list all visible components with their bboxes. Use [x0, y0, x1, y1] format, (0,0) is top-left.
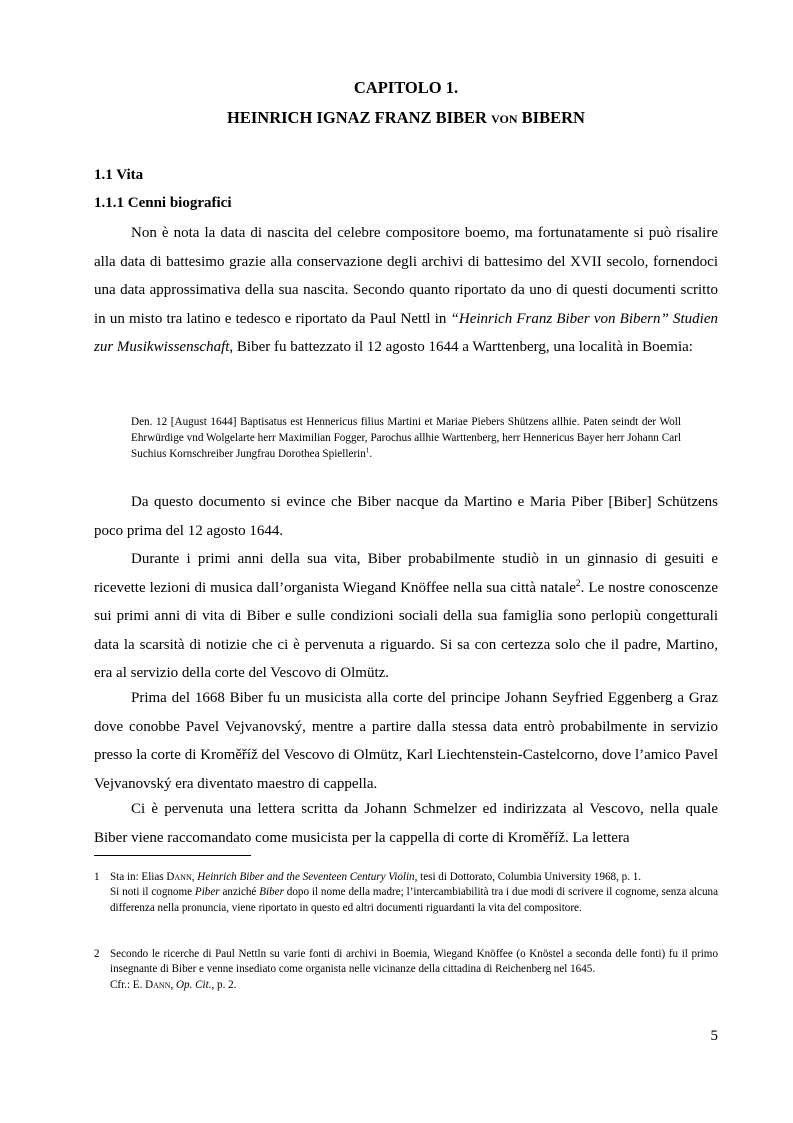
quote-end: .	[369, 448, 373, 461]
footnote-ref-2[interactable]: 2	[575, 578, 581, 589]
chapter-title	[94, 108, 718, 128]
footnote-1-line-1	[110, 870, 718, 885]
fn1-author: Dann	[166, 871, 192, 883]
p1-text-b: , Biber fu battezzato il 12 agosto 1644 a Warttenberg, una località in Boemia:	[229, 339, 693, 355]
fn1-biber: Biber	[259, 886, 284, 899]
paragraph-2: Da questo documento si evince che Biber nacque da Martino e Maria Piber [Biber] Schützens poco prima del 12 agosto 1644.	[94, 494, 718, 539]
footnote-separator	[94, 855, 251, 856]
block-quote	[131, 414, 681, 463]
chapter-title-main: HEINRICH IGNAZ FRANZ BIBER	[227, 108, 492, 127]
fn1-title: Heinrich Biber and the Seventeen Century Violin,	[197, 871, 418, 883]
paragraph-1	[94, 219, 718, 362]
footnote-2	[94, 947, 718, 993]
footnote-2-line-2	[110, 978, 718, 993]
quote-text: Den. 12 [August 1644] Baptisatus est Hennericus filius Martini et Mariae Piebers Shützens allhie. Paten seindt der Woll Ehrwürdige vnd Wolgelarte herr Maximilian Fogger, Parochus allhie Warttenberg, herr Hennericus Bayer herr Johann Carl Suchius Kornschreiber Jungfrau Dorothea Spiellerin	[131, 416, 681, 461]
fn1-text-a: Sta in: Elias	[110, 871, 167, 883]
fn1-piber: Piber	[194, 886, 220, 899]
page-number: 5	[710, 1028, 718, 1044]
fn2-comma: ,	[170, 978, 177, 991]
chapter-title-von: von	[491, 108, 518, 127]
fn1-text-e: anziché	[219, 886, 260, 899]
paragraph-3	[94, 545, 718, 688]
fn1-comma: ,	[191, 871, 198, 883]
footnote-ref-1[interactable]: 1	[365, 446, 370, 455]
paragraph-4: Prima del 1668 Biber fu un musicista alla corte del principe Johann Seyfried Eggenberg a Graz dove conobbe Pavel Vejvanovský, mentre a partire dalla stessa data entrò probabilmente in servizio presso la corte di Kroměříž del Vescovo di Olmütz, Karl Liechtenstein-Castelcorno, dove l’amico Pavel Vejvanovský era diventato maestro di cappella.	[94, 690, 718, 792]
p1-text-a: Non è nota la data di nascita del celebre compositore boemo, ma fortunatamente si può risalire alla data di battesimo grazie alla conservazione degli archivi di battesimo del XVII secolo, fornendoci una data approssimativa della sua nascita. Secondo quanto riportato da uno di questi documenti scritto in un misto tra latino e tedesco e riportato da Paul Nettl in	[94, 225, 718, 327]
fn2-text-b: Cfr.: E.	[110, 978, 146, 991]
footnote-1-line-2	[110, 885, 718, 916]
fn2-author: Dann	[145, 978, 171, 991]
subsection-heading: 1.1.1 Cenni biografici	[94, 195, 232, 211]
p3-text-a: Durante i primi anni della sua vita, Biber probabilmente studiò in un ginnasio di gesuiti e ricevette lezioni di musica dall’organista Wiegand Knöffee nella sua città natale	[94, 551, 718, 596]
chapter-label: CAPITOLO 1.	[353, 78, 459, 97]
fn1-text-d: Si noti il cognome	[110, 886, 195, 899]
fn2-opcit: Op. Cit.	[176, 978, 212, 991]
footnote-2-line-1: Secondo le ricerche di Paul Nettln su varie fonti di archivi in Boemia, Wiegand Knöffee (o Knöstel a seconda delle fonti) fu il primo insegnante di Biber e venne insediato come organista nelle vicinanze della cittadina di Reichenberg nel 1645.	[110, 948, 718, 976]
chapter-title-end: BIBERN	[517, 108, 585, 127]
footnote-2-number: 2	[94, 948, 100, 960]
footnote-1-number: 1	[94, 871, 100, 883]
footnote-1	[94, 870, 718, 916]
p1-citation: “Heinrich Franz Biber von Bibern” Studien zur Musikwissenschaft	[94, 310, 718, 355]
fn2-text-d: , p. 2.	[211, 978, 237, 991]
p3-text-b: . Le nostre conoscenze sui primi anni di vita di Biber e sulle condizioni sociali della sua famiglia sono perlopiù congetturali data la scarsità di notizie che ci è pervenuta a riguardo. Si sa con certezza solo che il padre, Martino, era al servizio della corte del Vescovo di Olmütz.	[94, 579, 718, 681]
fn1-text-f: dopo il nome della madre; l’intercambiabilità tra i due modi di scrivere il cognome, senza alcuna differenza nella pronuncia, viene riportato in questo ed altri documenti riguardanti la vita del compositore.	[110, 886, 719, 914]
fn1-text-c: tesi di Dottorato, Columbia University 1968, p. 1.	[417, 871, 642, 883]
paragraph-5: Ci è pervenuta una lettera scritta da Johann Schmelzer ed indirizzata al Vescovo, nella quale Biber viene raccomandato come musicista per la cappella di corte di Kroměříž. La lettera	[94, 801, 718, 846]
section-heading: 1.1 Vita	[94, 167, 144, 183]
